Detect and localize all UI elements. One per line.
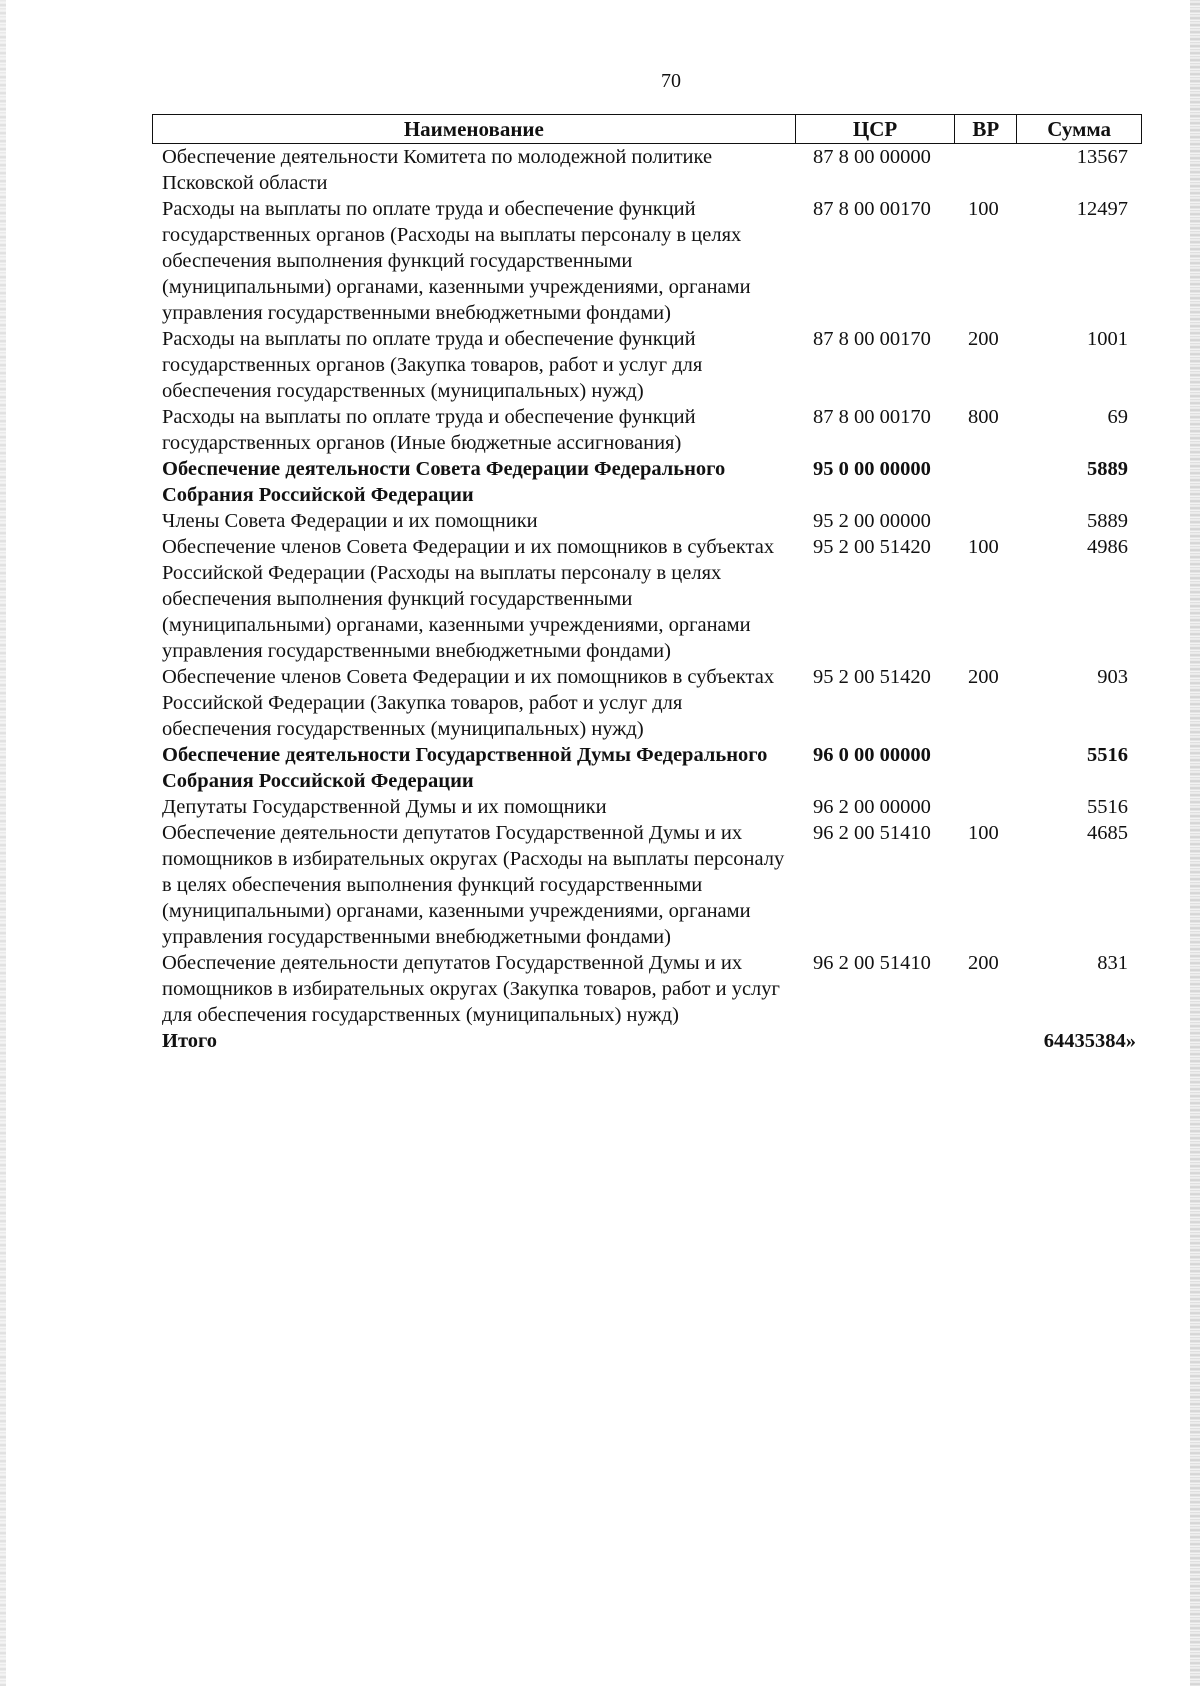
row-name: Обеспечение деятельности Совета Федерации Федерального Собрания Российской Федерации: [162, 458, 726, 506]
table-row: [152, 664, 1142, 742]
row-csr: 87 8 00 00170: [813, 406, 931, 428]
row-name: Обеспечение деятельности депутатов Государственной Думы и их помощников в избирательных округах (Расходы на выплаты персоналу в целях обеспечения выполнения функций государственными (муниципальными) органами, казенными учреждениями, органами управления государственными внебюджетными фондами): [162, 822, 785, 948]
scan-edge-right: [1190, 0, 1200, 1686]
row-sum: 903: [1097, 666, 1128, 688]
row-csr: 87 8 00 00170: [813, 198, 931, 220]
row-vr: [956, 144, 1018, 196]
table-row: [152, 534, 1142, 664]
row-sum: 12497: [1076, 198, 1128, 220]
row-name: Обеспечение членов Совета Федерации и их помощников в субъектах Российской Федерации (Расходы на выплаты персоналу в целях обеспечения выполнения функций государственными (муниципальными) органами, казенными учреждениями, органами управления государственными внебюджетными фондами): [162, 536, 775, 662]
row-name: Обеспечение деятельности Комитета по молодежной политике Псковской области: [162, 146, 713, 194]
table-row: [152, 950, 1142, 1028]
table-row-total: [152, 1028, 1142, 1054]
row-csr: 96 2 00 51410: [813, 822, 931, 844]
header-vr: ВР: [955, 115, 1017, 143]
table-row: [152, 794, 1142, 820]
total-csr: [796, 1028, 956, 1054]
table-row-section: [152, 456, 1142, 508]
page-number: 70: [661, 70, 681, 92]
row-csr: 95 2 00 51420: [813, 666, 931, 688]
row-sum: 5889: [1087, 510, 1128, 532]
table-row-section: [152, 742, 1142, 794]
total-label: Итого: [162, 1030, 218, 1052]
row-csr: 96 2 00 00000: [813, 796, 931, 818]
table-body: [152, 144, 1142, 1054]
table-row: [152, 820, 1142, 950]
row-csr: 96 2 00 51410: [813, 952, 931, 974]
total-vr: [956, 1028, 1018, 1054]
row-name: Обеспечение деятельности Государственной Думы Федерального Собрания Российской Федерации: [162, 744, 768, 792]
row-csr: 95 2 00 00000: [813, 510, 931, 532]
row-csr: 87 8 00 00000: [813, 146, 931, 168]
row-sum: 5516: [1087, 744, 1128, 766]
row-sum: 4685: [1087, 822, 1128, 844]
row-vr: 100: [968, 198, 999, 220]
row-sum: 5516: [1087, 796, 1128, 818]
budget-table: [152, 114, 1142, 1054]
row-name: Расходы на выплаты по оплате труда и обеспечение функций государственных органов (Закупка товаров, работ и услуг для обеспечения государственных (муниципальных) нужд): [162, 328, 703, 402]
row-name: Расходы на выплаты по оплате труда и обеспечение функций государственных органов (Иные бюджетные ассигнования): [162, 406, 696, 454]
row-name: Расходы на выплаты по оплате труда и обеспечение функций государственных органов (Расходы на выплаты персоналу в целях обеспечения выполнения функций государственными (муниципальными) органами, казенными учреждениями, органами управления государственными внебюджетными фондами): [162, 198, 751, 324]
row-vr: 100: [968, 536, 999, 558]
row-name: Обеспечение членов Совета Федерации и их помощников в субъектах Российской Федерации (Закупка товаров, работ и услуг для обеспечения государственных (муниципальных) нужд): [162, 666, 775, 740]
table-row: [152, 508, 1142, 534]
row-csr: 95 2 00 51420: [813, 536, 931, 558]
scan-edge-left: [0, 0, 6, 1686]
row-name: Обеспечение деятельности депутатов Государственной Думы и их помощников в избирательных округах (Закупка товаров, работ и услуг для обеспечения государственных (муниципальных) нужд): [162, 952, 780, 1026]
table-row: [152, 326, 1142, 404]
row-csr: 95 0 00 00000: [813, 458, 931, 480]
row-sum: 4986: [1087, 536, 1128, 558]
row-sum: 13567: [1076, 146, 1128, 168]
row-vr: [956, 508, 1018, 534]
header-sum: Сумма: [1047, 117, 1112, 141]
table-row: [152, 404, 1142, 456]
row-vr: [956, 794, 1018, 820]
row-sum: 1001: [1087, 328, 1128, 350]
row-vr: 200: [968, 328, 999, 350]
row-csr: 96 0 00 00000: [813, 744, 931, 766]
header-name: Наименование: [153, 115, 796, 143]
row-name: Члены Совета Федерации и их помощники: [162, 510, 538, 532]
row-csr: 87 8 00 00170: [813, 328, 931, 350]
row-vr: [956, 742, 1018, 794]
row-vr: [956, 456, 1018, 508]
row-sum: 831: [1097, 952, 1128, 974]
table-row: [152, 196, 1142, 326]
row-name: Депутаты Государственной Думы и их помощники: [162, 796, 607, 818]
table-row: [152, 144, 1142, 196]
row-vr: 100: [968, 822, 999, 844]
row-vr: 200: [968, 952, 999, 974]
table-header: [152, 114, 1142, 144]
header-csr: ЦСР: [796, 115, 956, 143]
row-sum: 69: [1107, 406, 1128, 428]
row-sum: 5889: [1087, 458, 1128, 480]
row-vr: 800: [968, 406, 999, 428]
total-sum: 64435384»: [1043, 1030, 1136, 1052]
row-vr: 200: [968, 666, 999, 688]
